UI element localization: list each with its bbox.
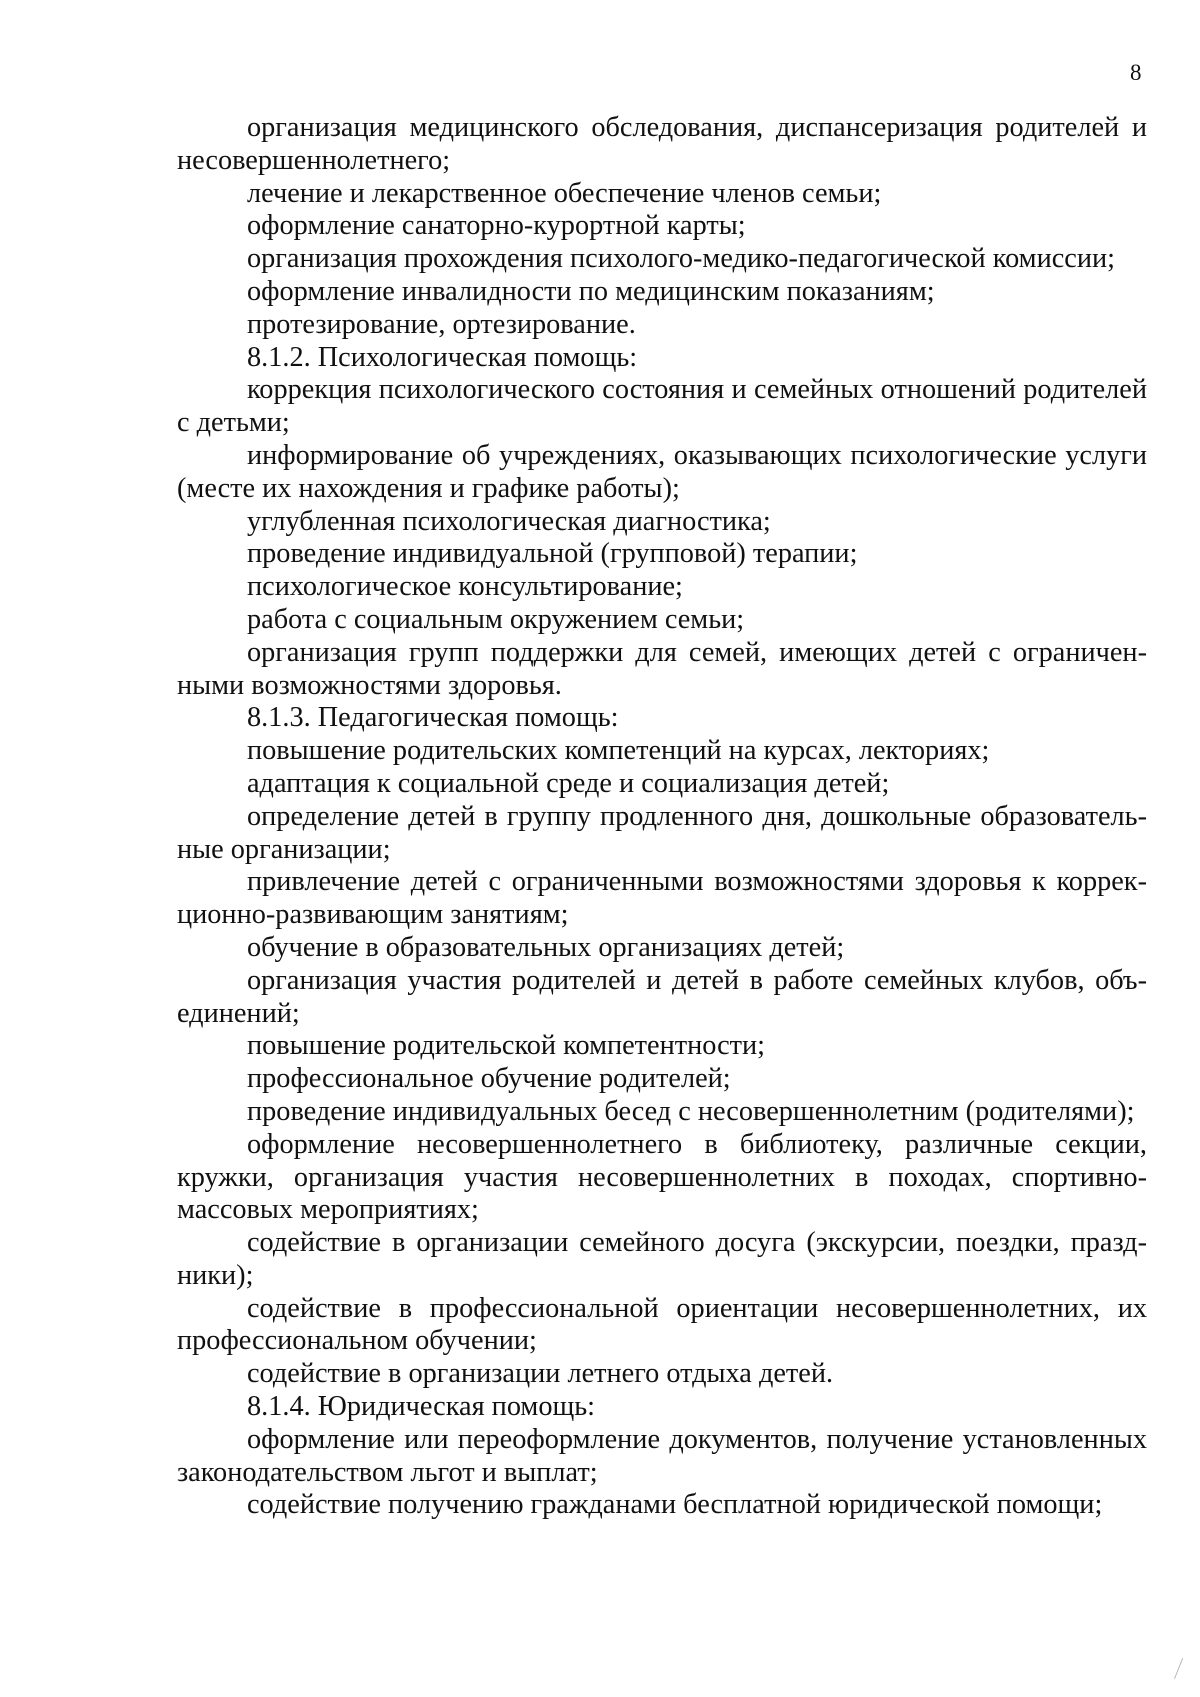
section-heading: 8.1.4. Юридическая помощь: bbox=[247, 1391, 596, 1423]
paragraph: организация групп поддержки для семей, имеющих детей с ограниченными возможностями здоровья. bbox=[177, 636, 1147, 701]
paragraph: профессиональное обучение родителей; bbox=[247, 1063, 731, 1095]
paragraph: психологическое консультирование; bbox=[247, 571, 683, 603]
page-number: 8 bbox=[1130, 60, 1142, 85]
paragraph: работа с социальным окружением семьи; bbox=[247, 603, 745, 635]
section-heading: 8.1.3. Педагогическая помощь: bbox=[247, 702, 619, 734]
paragraph: протезирование, ортезирование. bbox=[247, 308, 636, 340]
paragraph: содействие в организации летнего отдыха детей. bbox=[247, 1358, 834, 1390]
paragraph: углубленная психологическая диагностика; bbox=[247, 505, 771, 537]
document-body bbox=[177, 112, 1147, 1522]
paragraph: обучение в образовательных организациях детей; bbox=[247, 931, 845, 963]
paragraph: повышение родительской компетентности; bbox=[247, 1030, 766, 1062]
section-heading: 8.1.2. Психологическая помощь: bbox=[247, 341, 638, 373]
paragraph: адаптация к социальной среде и социализация детей; bbox=[247, 767, 890, 799]
paragraph: организация медицинского обследования, диспансеризация родителей и несовершеннолетнего; bbox=[177, 112, 1147, 176]
paragraph: определение детей в группу продленного дня, дошкольные образовательные организации; bbox=[177, 800, 1147, 865]
scan-mark bbox=[1174, 1658, 1186, 1680]
paragraph: проведение индивидуальной (групповой) терапии; bbox=[247, 538, 858, 570]
paragraph: повышение родительских компетенций на курсах, лекториях; bbox=[247, 735, 990, 767]
paragraph: оформление несовершеннолетнего в библиотеку, различные секции, кружки, организация участия несовершеннолетних в походах, спортивно-массовых мероприятиях; bbox=[177, 1128, 1147, 1226]
paragraph: привлечение детей с ограниченными возможностями здоровья к коррекционно-развивающим занятиям; bbox=[177, 866, 1147, 931]
paragraph: коррекция психологического состояния и семейных отношений родителей с детьми; bbox=[177, 374, 1147, 439]
paragraph: оформление или переоформление документов, получение установленных законодательством льгот и выплат; bbox=[177, 1423, 1147, 1488]
paragraph: организация участия родителей и детей в работе семейных клубов, объединений; bbox=[177, 964, 1147, 1029]
paragraph: проведение индивидуальных бесед с несовершеннолетним (родителями); bbox=[247, 1095, 1135, 1127]
paragraph: оформление санаторно-курортной карты; bbox=[247, 210, 746, 242]
paragraph: оформление инвалидности по медицинским показаниям; bbox=[247, 275, 935, 307]
paragraph: информирование об учреждениях, оказывающих психологические услуги (месте их нахождения и графике работы); bbox=[177, 439, 1147, 504]
paragraph: организация прохождения психолого-медико-педагогической комиссии; bbox=[247, 243, 1116, 275]
paragraph: содействие в профессиональной ориентации несовершеннолетних, их профессиональном обучении; bbox=[177, 1292, 1147, 1357]
paragraph: лечение и лекарственное обеспечение членов семьи; bbox=[247, 177, 882, 209]
paragraph: содействие в организации семейного досуга (экскурсии, поездки, праздники); bbox=[177, 1227, 1147, 1291]
paragraph: содействие получению гражданами бесплатной юридической помощи; bbox=[247, 1489, 1103, 1521]
